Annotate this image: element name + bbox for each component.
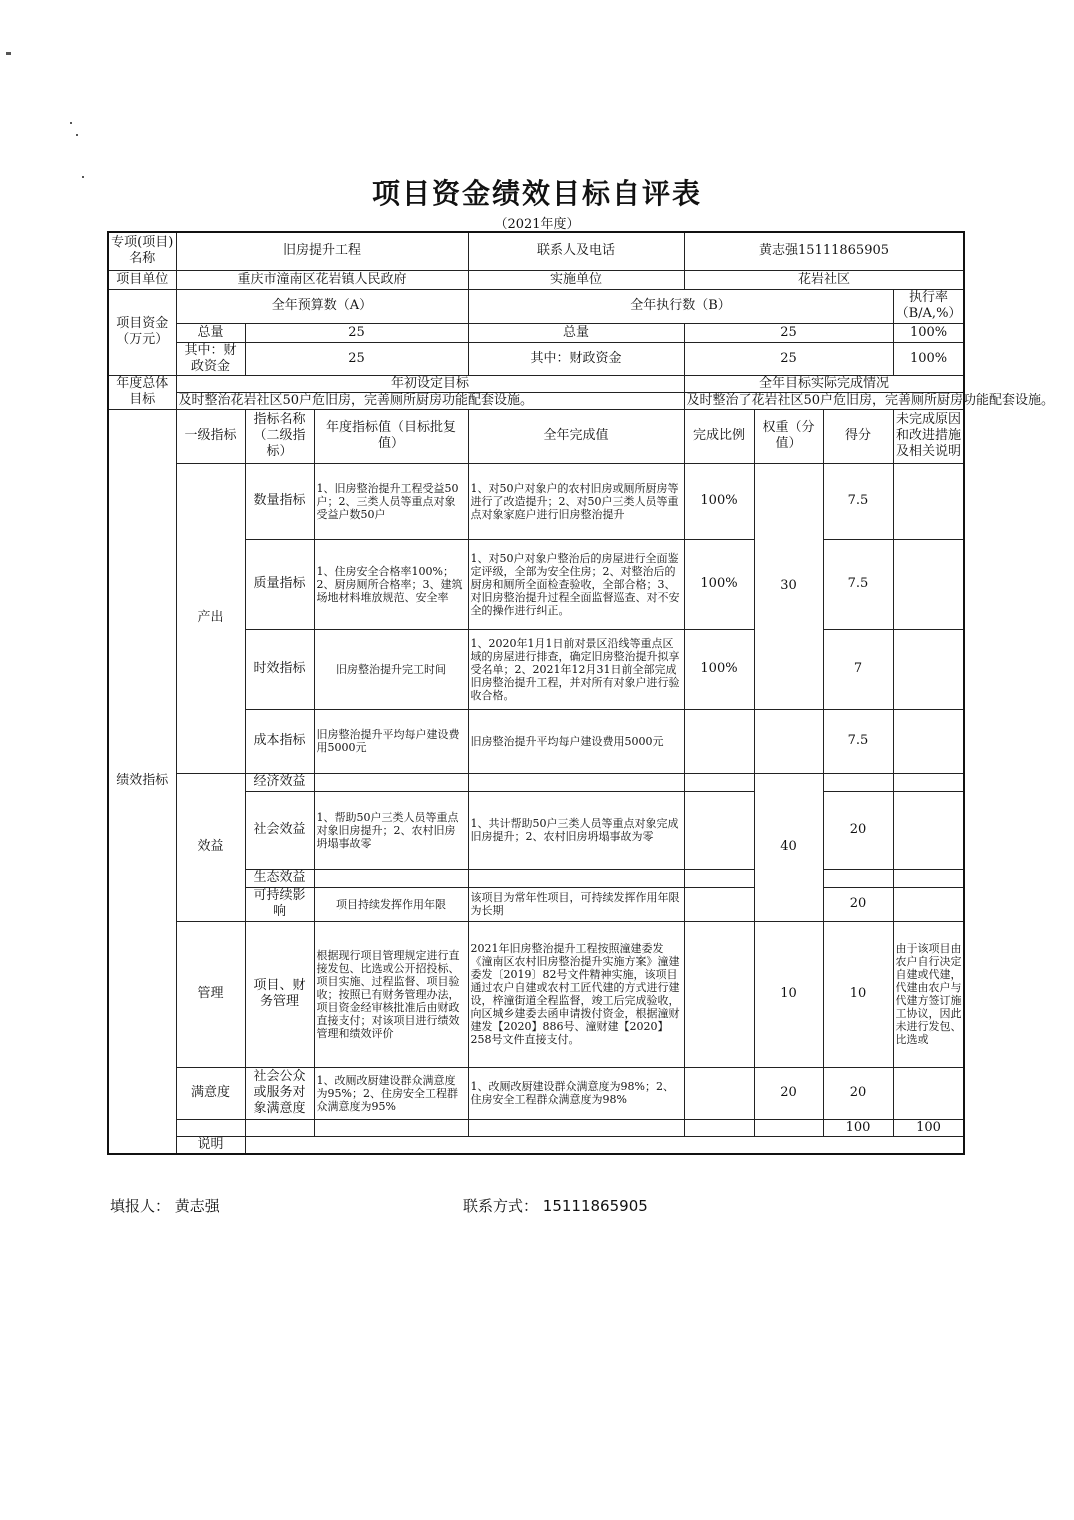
actual-value (468, 773, 684, 791)
total-exec-label: 总量 (468, 323, 684, 342)
impl-unit-value: 花岩社区 (684, 270, 964, 289)
score-header: 得分 (823, 409, 893, 463)
score-value: 20 (823, 887, 893, 921)
reason-value: 由于该项目由农户自行决定自建或代建，代建由农户与代建方签订施工协议，因此未进行发包、比选或 (893, 921, 964, 1067)
completion-ratio: 100% (684, 463, 754, 539)
actual-header: 全年完成值 (468, 409, 684, 463)
completion-ratio: 100% (684, 629, 754, 709)
blank-cell (468, 1119, 684, 1136)
completion-ratio (684, 773, 754, 791)
reason-value (893, 887, 964, 921)
completion-ratio (684, 921, 754, 1067)
completion-ratio (684, 791, 754, 869)
year-subtitle: （2021年度） (494, 217, 580, 232)
score-value: 10 (823, 921, 893, 1067)
level1-header: 一级指标 (176, 409, 245, 463)
exec-rate-label: 执行率（B/A,%） (893, 289, 964, 323)
management-label: 管理 (176, 921, 245, 1067)
reason-value (893, 791, 964, 869)
benefit-weight: 40 (754, 773, 823, 921)
notes-value (245, 1136, 964, 1154)
reason-value (893, 1067, 964, 1119)
blank-cell (176, 1119, 245, 1136)
score-value (823, 869, 893, 887)
completion-ratio (684, 887, 754, 921)
budget-label: 全年预算数（A） (176, 289, 468, 323)
funds-label: 项目资金（万元） (108, 289, 176, 375)
indicator-name: 生态效益 (245, 869, 314, 887)
total-label: 总量 (176, 323, 245, 342)
indicator-name: 项目、财务管理 (245, 921, 314, 1067)
scan-speck (76, 134, 78, 136)
score-value (823, 773, 893, 791)
blank-cell (754, 1119, 823, 1136)
output-weight: 30 (754, 463, 823, 709)
funds-fiscal-row (108, 342, 964, 375)
total-score: 100 (893, 1119, 964, 1136)
benefit-economic-row (108, 773, 964, 791)
target-value: 项目持续发挥作用年限 (314, 887, 468, 921)
fiscal-exec-label: 其中：财政资金 (468, 342, 684, 375)
indicator-name: 质量指标 (245, 539, 314, 629)
fiscal-label: 其中：财政资金 (176, 342, 245, 375)
output-quantity-row (108, 463, 964, 539)
actual-value: 旧房整治提升平均每户建设费用5000元 (468, 709, 684, 773)
indicator-name-header: 指标名称（二级指标） (245, 409, 314, 463)
contact-label: 联系人及电话 (468, 232, 684, 270)
actual-goal-value: 及时整治了花岩社区50户危旧房，完善厕所厨房功能配套设施。 (684, 392, 964, 409)
indicator-name: 社会效益 (245, 791, 314, 869)
exec-label: 全年执行数（B） (468, 289, 893, 323)
page-title: 项目资金绩效目标自评表 (371, 177, 702, 210)
satisfaction-row (108, 1067, 964, 1119)
reason-value (893, 773, 964, 791)
unit-row (108, 270, 964, 289)
initial-goal-value: 及时整治花岩社区50户危旧房，完善厕所厨房功能配套设施。 (176, 392, 684, 409)
goals-value-row (108, 392, 964, 409)
fiscal-exec: 25 (684, 342, 893, 375)
fiscal-budget: 25 (245, 342, 468, 375)
footer-contact (463, 1195, 648, 1216)
score-value: 7 (823, 629, 893, 709)
actual-goal-label: 全年目标实际完成情况 (684, 375, 964, 392)
completion-ratio: 100% (684, 539, 754, 629)
target-value: 旧房整治提升完工时间 (314, 629, 468, 709)
satisfaction-label: 满意度 (176, 1067, 245, 1119)
actual-value: 1、对50户对象户的农村旧房或厕所厨房等进行了改造提升；2、对50户三类人员等重点对象家庭户进行旧房整治提升 (468, 463, 684, 539)
satisfaction-weight: 20 (754, 1067, 823, 1119)
impl-unit-label: 实施单位 (468, 270, 684, 289)
benefit-label: 效益 (176, 773, 245, 921)
actual-value: 该项目为常年性项目，可持续发挥作用年限为长期 (468, 887, 684, 921)
reason-value (893, 463, 964, 539)
score-value: 7.5 (823, 463, 893, 539)
footer-contact-label: 联系方式： (463, 1197, 539, 1215)
indicator-header-row (108, 409, 964, 463)
indicator-name: 可持续影响 (245, 887, 314, 921)
total-budget: 25 (245, 323, 468, 342)
funds-total-row (108, 323, 964, 342)
target-value: 1、改厕改厨建设群众满意度为95%；2、住房安全工程群众满意度为95% (314, 1067, 468, 1119)
fiscal-rate: 100% (893, 342, 964, 375)
scan-speck (6, 52, 11, 55)
filler-name: 黄志强 (174, 1197, 220, 1215)
target-value: 1、帮助50户三类人员等重点对象旧房提升；2、农村旧房坍塌事故零 (314, 791, 468, 869)
unit-label: 项目单位 (108, 270, 176, 289)
notes-label: 说明 (176, 1136, 245, 1154)
actual-value: 1、共计帮助50户三类人员等重点对象完成旧房提升；2、农村旧房坍塌事故为零 (468, 791, 684, 869)
output-label: 产出 (176, 463, 245, 773)
indicator-name: 数量指标 (245, 463, 314, 539)
score-value: 7.5 (823, 709, 893, 773)
blank-cell (684, 1119, 754, 1136)
funds-header-row (108, 289, 964, 323)
ratio-header: 完成比例 (684, 409, 754, 463)
target-value: 旧房整治提升平均每户建设费用5000元 (314, 709, 468, 773)
blank-cell (245, 1119, 314, 1136)
project-name-value: 旧房提升工程 (176, 232, 468, 270)
actual-value (468, 869, 684, 887)
weight-blank (754, 709, 823, 773)
footer-contact-value: 15111865905 (542, 1197, 648, 1215)
reason-header: 未完成原因和改进措施及相关说明 (893, 409, 964, 463)
management-weight: 10 (754, 921, 823, 1067)
total-rate: 100% (893, 323, 964, 342)
weight-header: 权重（分值） (754, 409, 823, 463)
target-value: 1、旧房整治提升工程受益50户；2、三类人员等重点对象受益户数50户 (314, 463, 468, 539)
target-value: 根据现行项目管理规定进行直接发包、比选或公开招投标、项目实施、过程监督、项目验收；按照已有财务管理办法，项目资金经审核批准后由财政直接支付；对该项目进行绩效管理和绩效评价 (314, 921, 468, 1067)
performance-indicators-label: 绩效指标 (108, 409, 176, 1154)
total-row (108, 1119, 964, 1136)
score-value: 7.5 (823, 539, 893, 629)
completion-ratio (684, 1067, 754, 1119)
notes-row (108, 1136, 964, 1154)
actual-value: 1、对50户对象户整治后的房屋进行全面鉴定评级，全部为安全住房；2、对整治后的厨房和厕所全面检查验收，全部合格；3、对旧房整治提升过程全面监督巡查、对不安全的操作进行纠正。 (468, 539, 684, 629)
actual-value: 1、改厕改厨建设群众满意度为98%；2、住房安全工程群众满意度为98% (468, 1067, 684, 1119)
score-value: 20 (823, 791, 893, 869)
filler (110, 1195, 220, 1216)
reason-value (893, 539, 964, 629)
goals-label: 年度总体目标 (108, 375, 176, 409)
indicator-name: 成本指标 (245, 709, 314, 773)
indicator-name: 经济效益 (245, 773, 314, 791)
reason-value (893, 629, 964, 709)
contact-value: 黄志强15111865905 (684, 232, 964, 270)
filler-label: 填报人： (110, 1197, 171, 1215)
completion-ratio (684, 869, 754, 887)
project-name-row (108, 232, 964, 270)
target-header: 年度指标值（目标批复值） (314, 409, 468, 463)
total-weight: 100 (823, 1119, 893, 1136)
score-value: 20 (823, 1067, 893, 1119)
target-value (314, 869, 468, 887)
actual-value: 1、2020年1月1日前对景区沿线等重点区域的房屋进行排查，确定旧房整治提升拟享受名单；2、2021年12月31日前全部完成旧房整治提升工程，并对所有对象户进行验收合格。 (468, 629, 684, 709)
management-row (108, 921, 964, 1067)
indicator-name: 时效指标 (245, 629, 314, 709)
indicator-name: 社会公众或服务对象满意度 (245, 1067, 314, 1119)
blank-cell (314, 1119, 468, 1136)
total-exec: 25 (684, 323, 893, 342)
scan-speck (70, 122, 72, 124)
initial-goal-label: 年初设定目标 (176, 375, 684, 392)
goals-header-row (108, 375, 964, 392)
actual-value: 2021年旧房整治提升工程按照潼建委发《潼南区农村旧房整治提升实施方案》潼建委发〔2019〕82号文件精神实施，该项目通过农户自建或农村工匠代建的方式进行建设，梓潼街道全程监督，竣工后完成验收，向区城乡建委去函申请拨付资金，根据潼财建发【2020】886号、潼财建【2020】258号文件直接支付。 (468, 921, 684, 1067)
target-value (314, 773, 468, 791)
reason-value (893, 869, 964, 887)
completion-ratio (684, 709, 754, 773)
target-value: 1、住房安全合格率100%；2、厨房厕所合格率；3、建筑场地材料堆放规范、安全率 (314, 539, 468, 629)
reason-value (893, 709, 964, 773)
evaluation-form-table (107, 231, 1055, 1155)
project-name-label: 专项(项目)名称 (108, 232, 176, 270)
unit-value: 重庆市潼南区花岩镇人民政府 (176, 270, 468, 289)
